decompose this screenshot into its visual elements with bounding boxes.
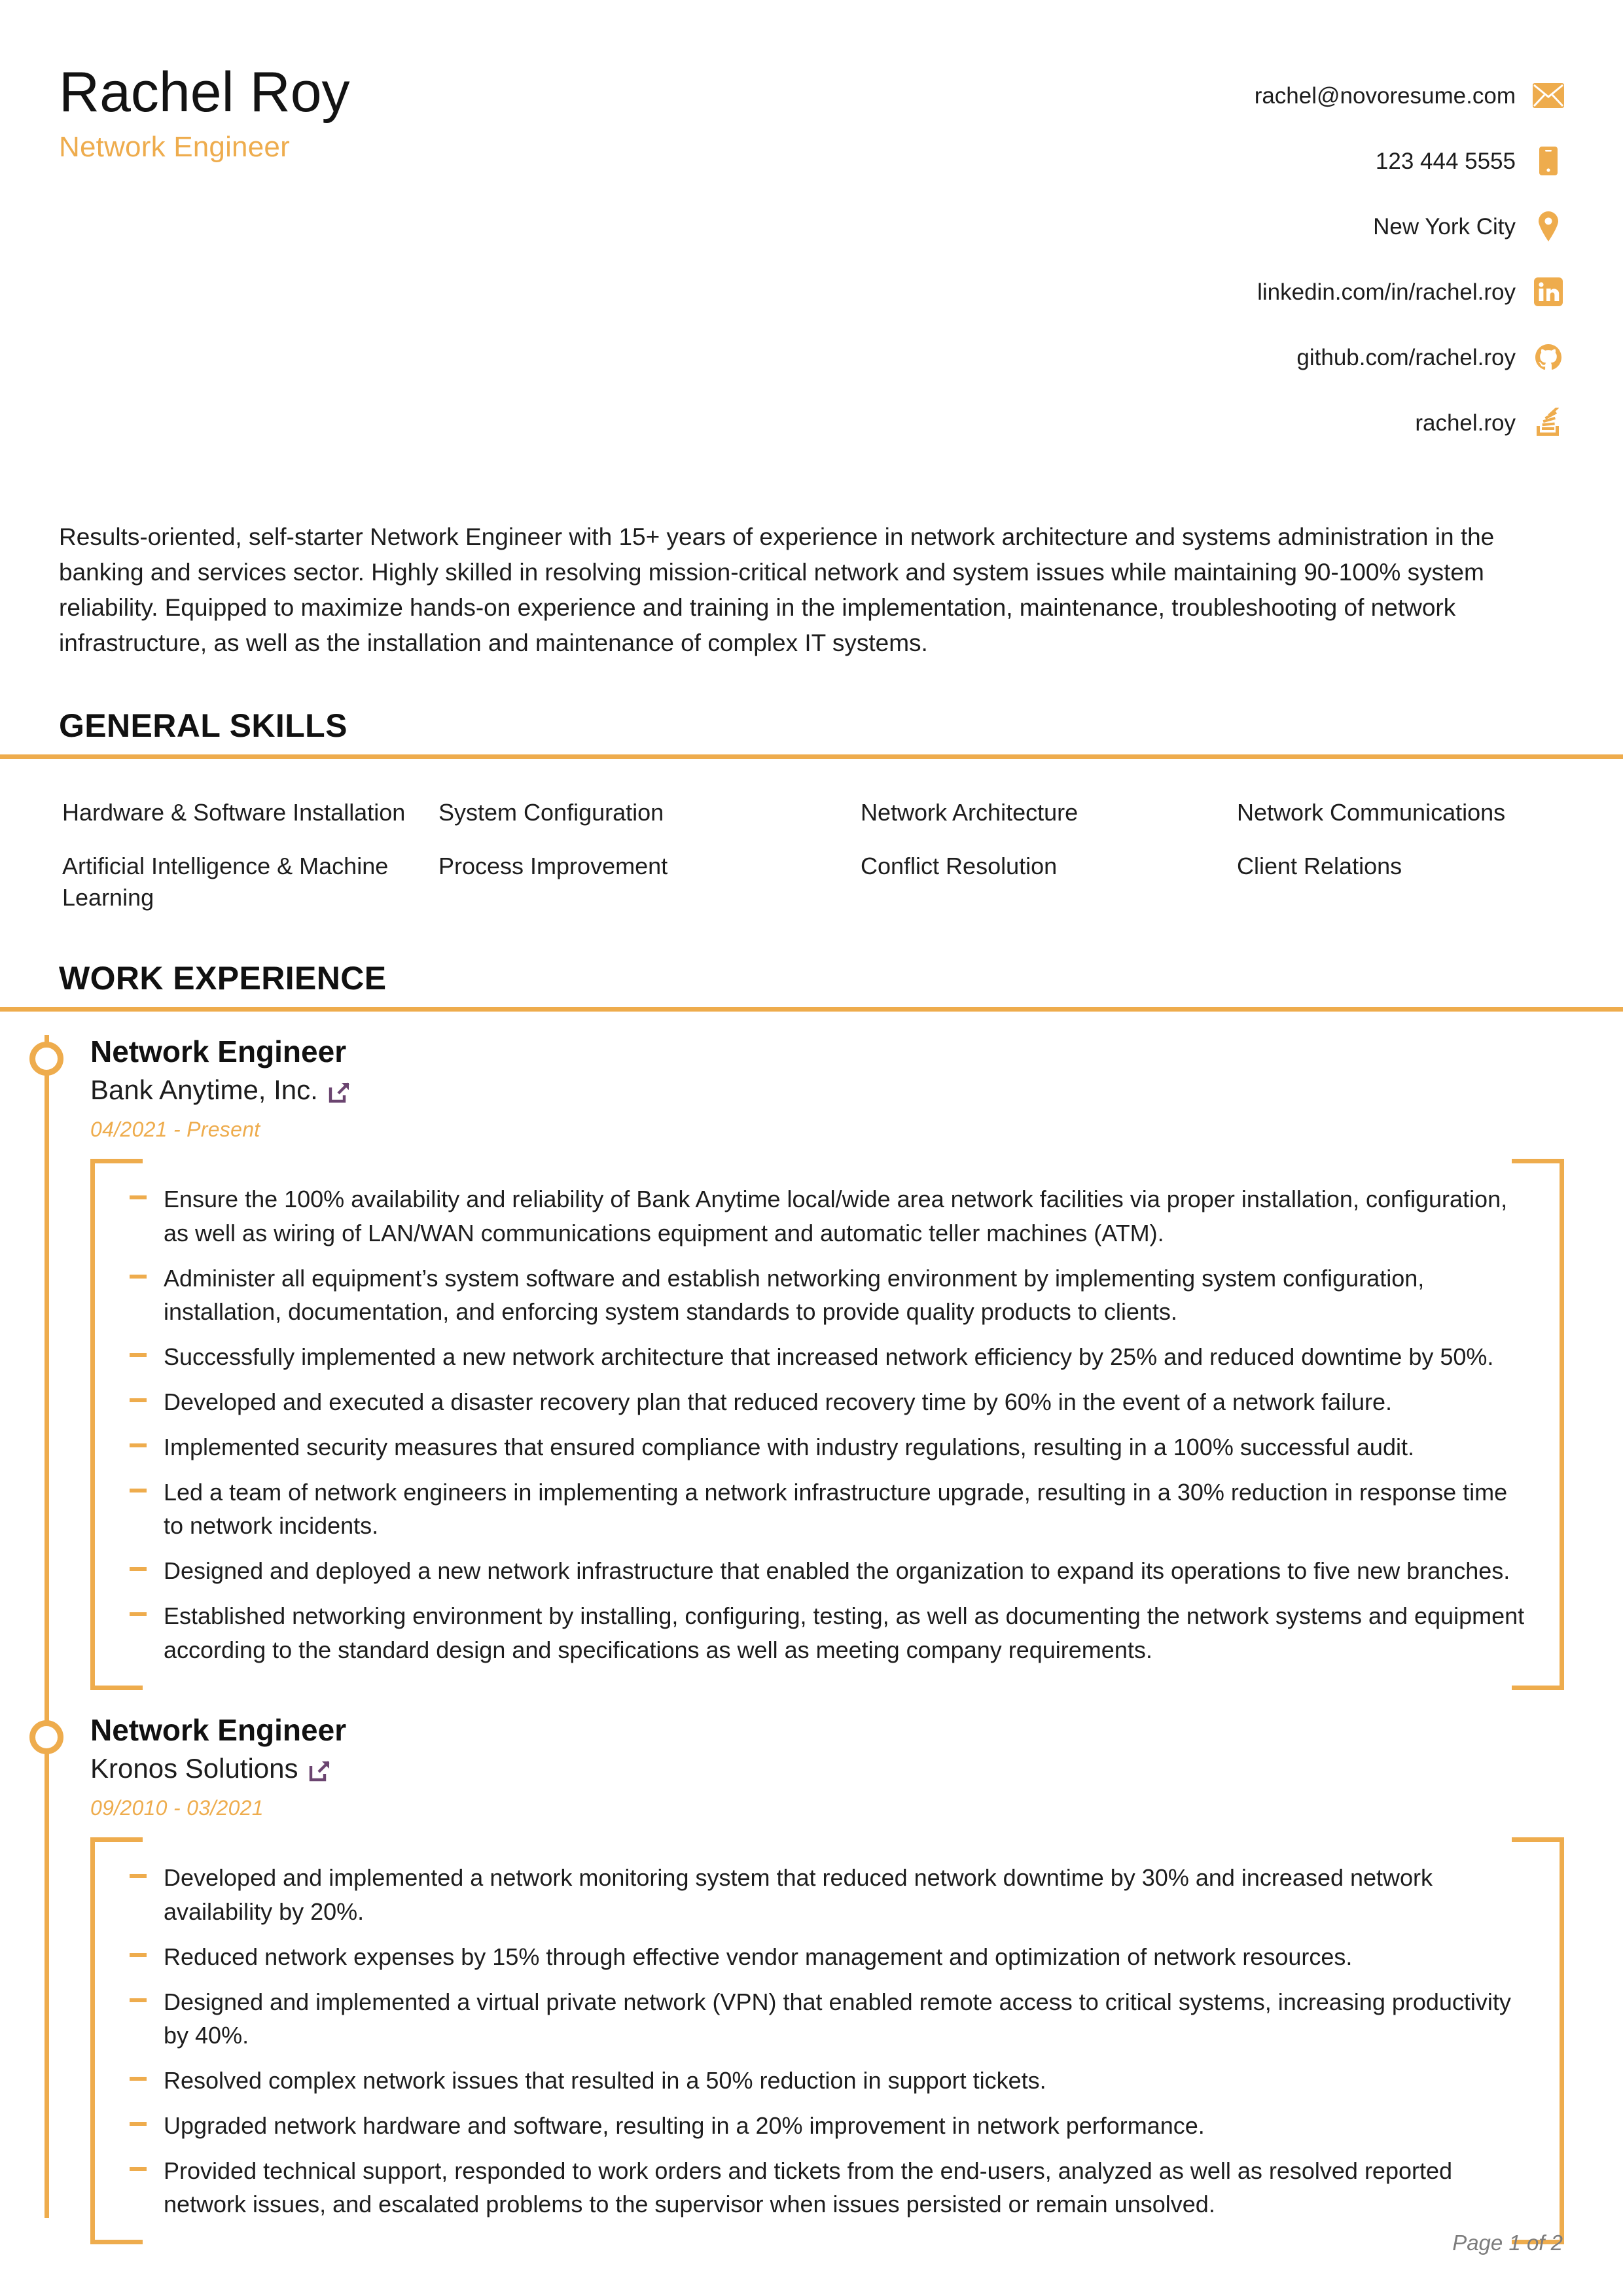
experience-entry (0, 1690, 1623, 2245)
contact-value-phone: 123 444 5555 (1375, 148, 1516, 174)
contact-item-location[interactable] (1027, 194, 1564, 259)
skills-grid (0, 759, 1623, 913)
bracket-left-edge (90, 1837, 95, 2244)
bracket-corner-top-left (90, 1837, 143, 1842)
page-footer: Page 1 of 2 (1452, 2231, 1563, 2255)
job-position: Network Engineer (90, 1712, 347, 1747)
job-bullet: Ensure the 100% availability and reliability of Bank Anytime local/wide area network facilities via proper installation, configuration, as well as wiring of LAN/WAN communications equipment and automatic teller machines (ATM). (127, 1182, 1526, 1249)
contact-value-stackoverflow: rachel.roy (1415, 410, 1516, 436)
skills-section-title: GENERAL SKILLS (59, 707, 348, 745)
job-dates: 04/2021 - Present (90, 1118, 260, 1142)
timeline-marker-icon (29, 1720, 63, 1754)
job-bullet: Led a team of network engineers in implementing a network infrastructure upgrade, resulting in a 30% reduction in response time to network incidents. (127, 1475, 1526, 1542)
bracket-right-edge (1560, 1837, 1564, 2244)
job-bullet: Resolved complex network issues that resulted in a 50% reduction in support tickets. (127, 2064, 1526, 2097)
contact-item-email[interactable] (1027, 63, 1564, 128)
location-icon (1533, 211, 1564, 242)
bracket-corner-bottom-right (1512, 1686, 1564, 1690)
skill-item: Client Relations (1237, 852, 1402, 879)
job-bullets-list (127, 1182, 1526, 1666)
bracket-corner-bottom-left (90, 2240, 143, 2244)
email-icon (1533, 80, 1564, 111)
job-bullet: Reduced network expenses by 15% through effective vendor management and optimization of network resources. (127, 1940, 1526, 1973)
job-bullet: Developed and implemented a network monitoring system that reduced network downtime by 30% and increased network availability by 20%. (127, 1861, 1526, 1928)
job-company-name: Kronos Solutions (90, 1753, 298, 1784)
bracket-left-edge (90, 1159, 95, 1689)
skill-item: Conflict Resolution (861, 852, 1058, 879)
page-title: Rachel Roy (59, 61, 350, 124)
job-bullet: Administer all equipment’s system software and establish networking environment by implementing system configuration, installation, documentation, and enforcing system standards to provide quality products to clients. (127, 1262, 1526, 1328)
contact-item-stackoverflow[interactable] (1027, 390, 1564, 455)
experience-section-divider (0, 1007, 1623, 1012)
linkedin-icon (1533, 276, 1564, 308)
header-identity (59, 39, 1027, 455)
job-company-name: Bank Anytime, Inc. (90, 1074, 318, 1106)
job-position: Network Engineer (90, 1034, 347, 1069)
experience-entry (0, 1012, 1623, 1690)
bracket-corner-bottom-left (90, 1686, 143, 1690)
skill-item: Hardware & Software Installation (62, 799, 406, 826)
contact-value-github: github.com/rachel.roy (1296, 344, 1516, 370)
skill-item: Process Improvement (438, 852, 668, 879)
external-link-icon[interactable] (309, 1757, 331, 1780)
skill-item: Artificial Intelligence & Machine Learning (62, 852, 389, 911)
job-bullet: Established networking environment by installing, configuring, testing, as well as documenting the network systems and equipment according to the standard design and specifications as well as meeting company requirements. (127, 1599, 1526, 1666)
skills-section (0, 708, 1623, 913)
job-bullet: Designed and deployed a new network infrastructure that enabled the organization to expand its operations to five new branches. (127, 1554, 1526, 1587)
contact-value-location: New York City (1373, 213, 1516, 239)
timeline-marker-icon (29, 1042, 63, 1076)
skills-section-divider (0, 754, 1623, 759)
experience-section-title: WORK EXPERIENCE (59, 959, 387, 997)
job-bullet: Designed and implemented a virtual private network (VPN) that enabled remote access to critical systems, increasing productivity by 40%. (127, 1985, 1526, 2052)
contact-item-github[interactable] (1027, 325, 1564, 390)
job-bullets-box (90, 1837, 1564, 2244)
header-job-title: Network Engineer (59, 130, 290, 163)
job-bullets-list (127, 1861, 1526, 2221)
phone-icon (1533, 145, 1564, 177)
job-company (90, 1754, 1564, 1784)
skill-item: System Configuration (438, 799, 664, 826)
stackoverflow-icon (1533, 407, 1564, 438)
contact-value-email: rachel@novoresume.com (1254, 82, 1516, 109)
contact-list (1027, 39, 1564, 455)
bracket-corner-top-right (1512, 1837, 1564, 1842)
job-bullet: Provided technical support, responded to work orders and tickets from the end-users, analyzed as well as resolved reported network issues, and escalated problems to the supervisor when issues persisted or remain unsolved. (127, 2154, 1526, 2221)
bracket-corner-top-left (90, 1159, 143, 1163)
bracket-right-edge (1560, 1159, 1564, 1689)
skill-item: Network Architecture (861, 799, 1079, 826)
experience-section (0, 961, 1623, 2245)
job-dates: 09/2010 - 03/2021 (90, 1796, 264, 1820)
job-bullet: Developed and executed a disaster recovery plan that reduced recovery time by 60% in the event of a network failure. (127, 1385, 1526, 1419)
github-icon (1533, 342, 1564, 373)
resume-header (0, 0, 1623, 455)
job-bullet: Implemented security measures that ensured compliance with industry regulations, resulting in a 100% successful audit. (127, 1430, 1526, 1464)
contact-item-phone[interactable] (1027, 128, 1564, 194)
skill-item: Network Communications (1237, 799, 1506, 826)
contact-item-linkedin[interactable] (1027, 259, 1564, 325)
summary-paragraph: Results-oriented, self-starter Network Engineer with 15+ years of experience in network architecture and systems administration in the banking and services sector. Highly skilled in resolving mission-critical network and system issues while maintaining 90-100% system reliability. Equipped to maximize hands-on experience and training in the implementation, maintenance, troubleshooting of network infrastructure, as well as the installation and maintenance of complex IT systems. (59, 523, 1495, 657)
job-bullet: Successfully implemented a new network architecture that increased network efficiency by 25% and reduced downtime by 50%. (127, 1340, 1526, 1373)
contact-value-linkedin: linkedin.com/in/rachel.roy (1257, 279, 1516, 305)
job-bullet: Upgraded network hardware and software, resulting in a 20% improvement in network performance. (127, 2109, 1526, 2142)
external-link-icon[interactable] (329, 1079, 351, 1101)
job-company (90, 1075, 1564, 1105)
job-bullets-box (90, 1159, 1564, 1689)
experience-timeline (0, 1012, 1623, 2245)
bracket-corner-top-right (1512, 1159, 1564, 1163)
